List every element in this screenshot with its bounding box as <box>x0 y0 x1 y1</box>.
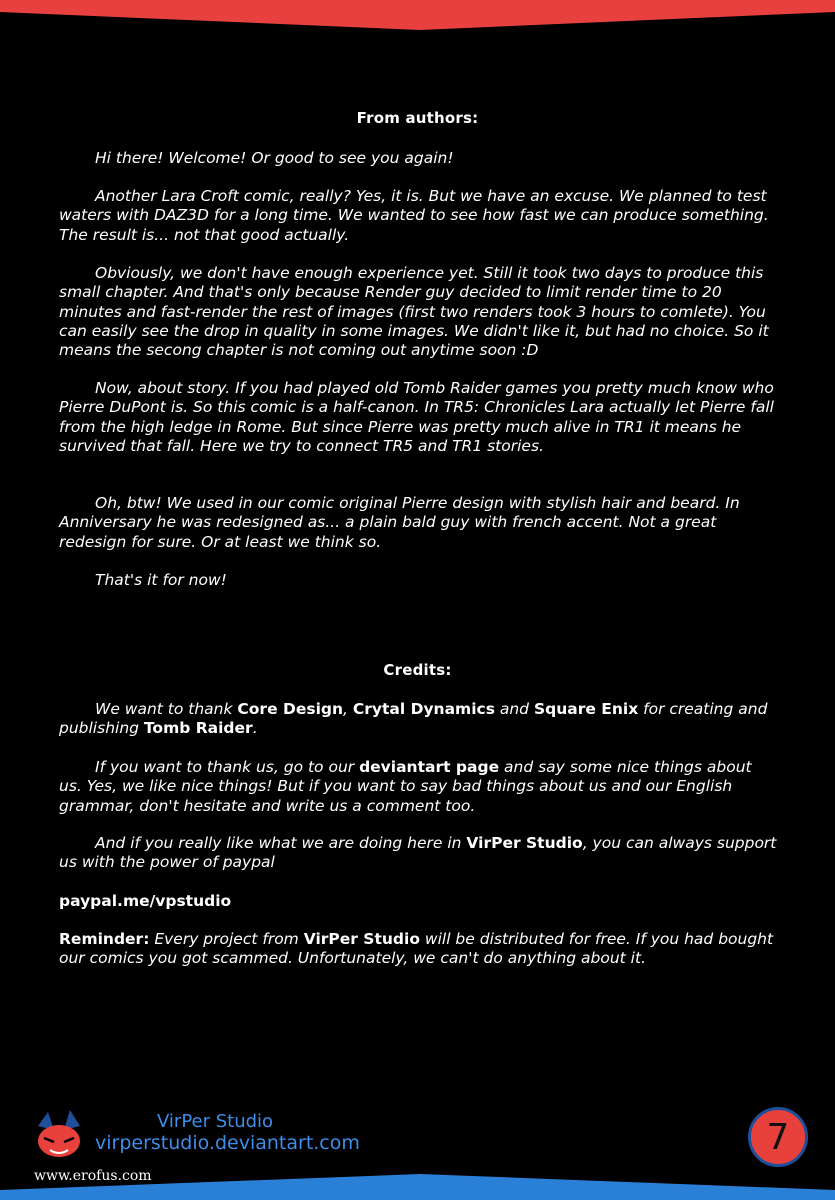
page-number-badge: 7 <box>748 1107 808 1167</box>
studio-name: VirPer Studio <box>157 1111 274 1132</box>
credits-paragraph-2: If you want to thank us, go to our deviantart page and say some nice things about us. Yes, we like nice things! But if you want to say bad things about us and our English grammar, don't hesitate and write us a comment too. <box>59 758 752 815</box>
reminder-paragraph: Reminder: Every project from VirPer Studio will be distributed for free. If you had bought our comics you got scammed. Unfortunately, we can't do anything about it. <box>59 930 774 968</box>
authors-paragraph-6: That's it for now! <box>95 571 227 589</box>
authors-paragraph-4: Now, about story. If you had played old Tomb Raider games you pretty much know who Pierre DuPont is. So this comic is a half-canon. In TR5: Chronicles Lara actually let Pierre fall from the high ledge in Rome. But since Pierre was pretty much alive in TR1 it means he survived that fall. Here we try to connect TR5 and TR1 stories. <box>59 379 774 455</box>
watermark: www.erofus.com <box>34 1168 152 1184</box>
credits-heading: Credits: <box>383 661 452 679</box>
authors-paragraph-2: Another Lara Croft comic, really? Yes, it is. But we have an excuse. We planned to test waters with DAZ3D for a long time. We wanted to see how fast we can produce something. The result is... not that good actually. <box>59 187 769 244</box>
studio-url-link[interactable]: virperstudio.deviantart.com <box>95 1132 360 1154</box>
square-enix-name: Square Enix <box>533 700 639 718</box>
credits-paragraph-3: And if you really like what we are doing here in VirPer Studio, you can always support us with the power of paypal <box>59 834 777 872</box>
studio-name-inline: VirPer Studio <box>466 834 583 852</box>
authors-heading: From authors: <box>356 109 479 127</box>
reminder-label: Reminder: <box>59 930 150 948</box>
top-banner-shape <box>0 0 835 30</box>
deviantart-page-link[interactable]: deviantart page <box>359 758 500 776</box>
crytal-dynamics-name: Crytal Dynamics <box>352 700 495 718</box>
top-banner <box>0 0 835 30</box>
authors-paragraph-1: Hi there! Welcome! Or good to see you again! <box>95 149 454 167</box>
authors-paragraph-3: Obviously, we don't have enough experience yet. Still it took two days to produce this small chapter. And that's only because Render guy decided to limit render time to 20 minutes and fast-render the rest of images (first two renders took 3 hours to comlete). You can easily see the drop in quality in some images. We didn't like it, but had no choice. So it means the secong chapter is not coming out anytime soon :D <box>59 264 769 360</box>
credits-paragraph-1: We want to thank Core Design, Crytal Dynamics and Square Enix for creating and publishing Tomb Raider. <box>59 700 768 738</box>
paypal-link[interactable]: paypal.me/vpstudio <box>59 892 232 910</box>
reminder-studio-name: VirPer Studio <box>303 930 420 948</box>
fox-logo-icon <box>36 1108 82 1160</box>
tomb-raider-name: Tomb Raider <box>143 719 253 738</box>
core-design-name: Core Design <box>237 700 344 718</box>
authors-paragraph-5: Oh, btw! We used in our comic original Pierre design with stylish hair and beard. In Anniversary he was redesigned as... a plain bald guy with french accent. Not a great redesign for sure. Or at least we think so. <box>59 494 740 551</box>
